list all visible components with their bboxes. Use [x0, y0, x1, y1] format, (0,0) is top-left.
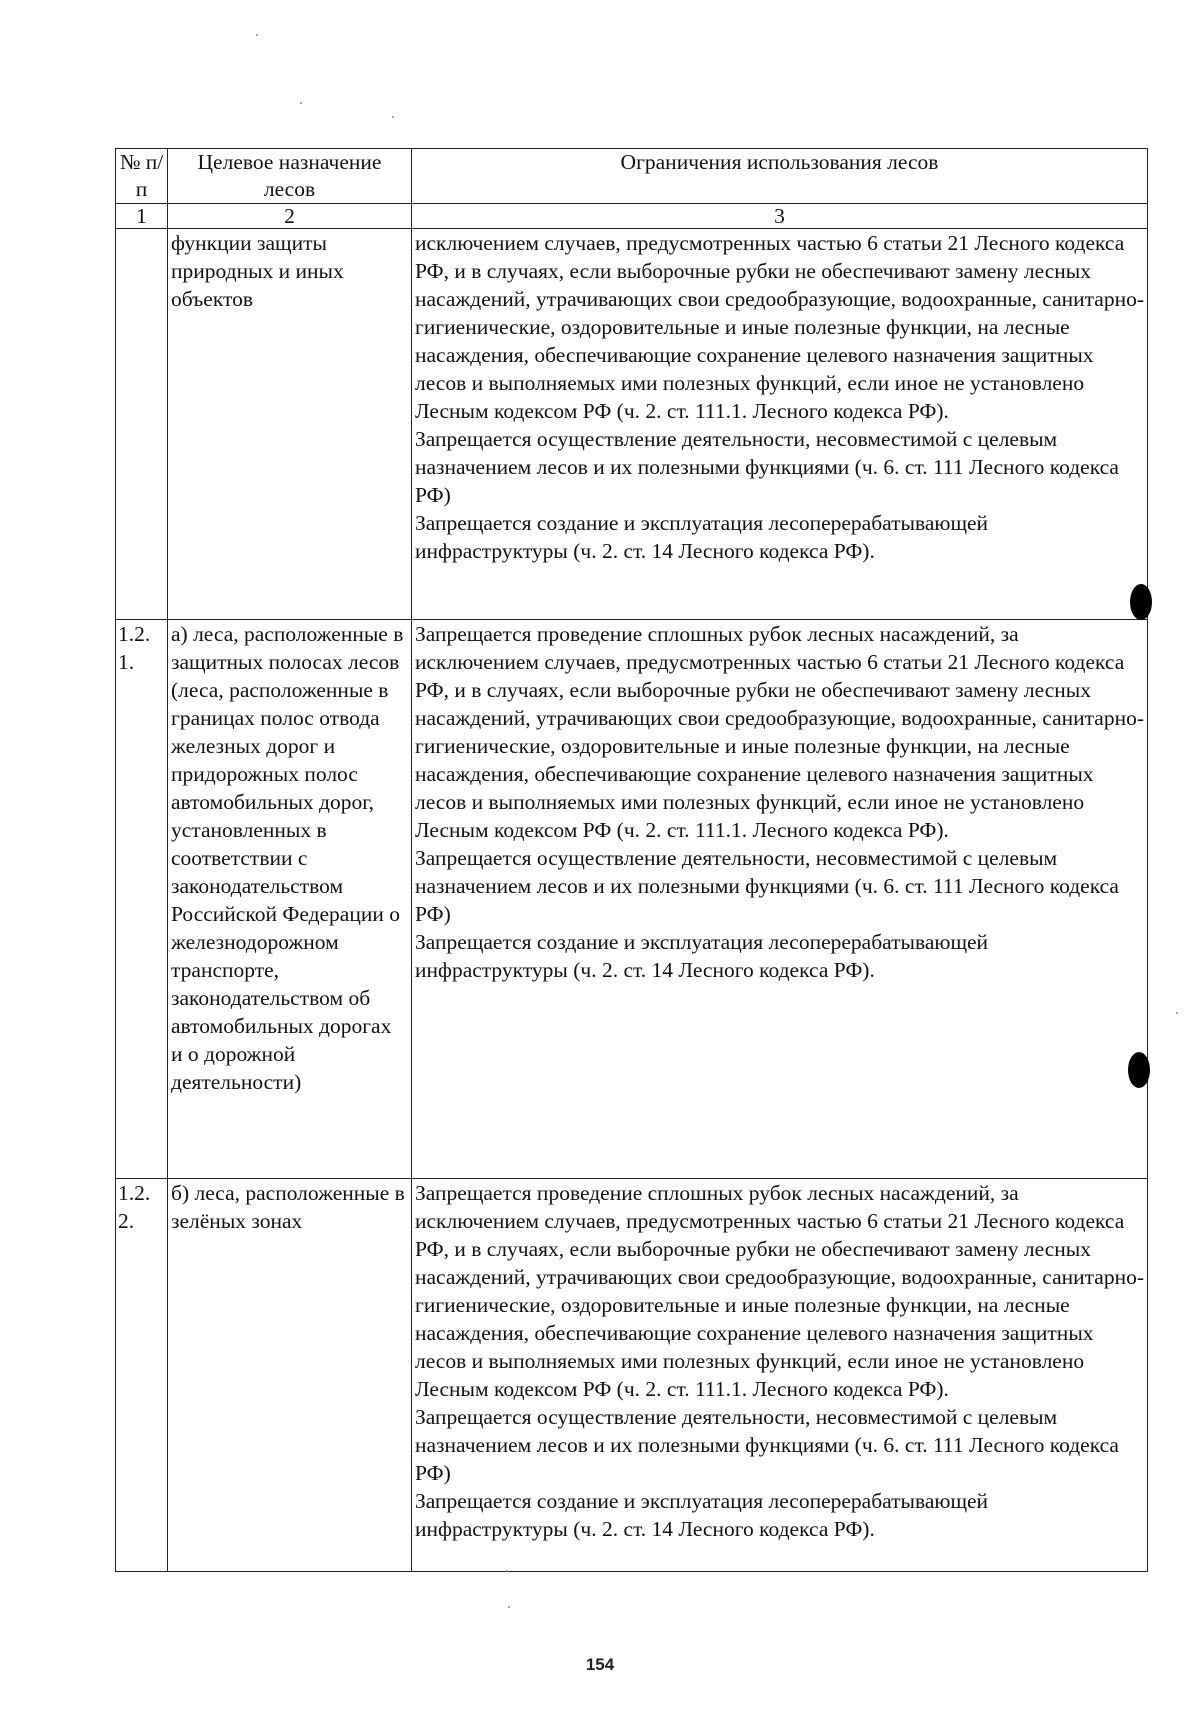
row-restrictions: [412, 1179, 1148, 1572]
table-header-row: [116, 149, 1148, 204]
restriction-paragraph: Запрещается проведение сплошных рубок лесных насаждений, за исключением случаев, предусмотренных частью 6 статьи 21 Лесного кодекса РФ, и в случаях, если выборочные рубки не обеспечивают замену лесных насаждений, утрачивающих свои средообразующие, водоохранные, санитарно-гигиенические, оздоровительные и иные полезные функции, на лесные насаждения, обеспечивающие сохранение целевого назначения защитных лесов и выполняемых ими полезных функций, если иное не установлено Лесным кодексом РФ (ч. 2. ст. 111.1. Лесного кодекса РФ).: [415, 1181, 1144, 1401]
row-purpose: а) леса, расположенные в защитных полосах лесов (леса, расположенные в границах полос отвода железных дорог и придорожных полос автомобильных дорог, установленных в соответствии с законодательством Российской Федерации о железнодорожном транспорте, законодательством об автомобильных дорогах и о дорожной деятельности): [168, 620, 412, 1179]
row-number: 1.2. 1.: [116, 620, 168, 1179]
header-number: № п/п: [116, 149, 168, 204]
row-purpose: б) леса, расположенные в зелёных зонах: [168, 1179, 412, 1572]
header-restrictions: Ограничения использования лесов: [412, 149, 1148, 204]
table-row: [116, 620, 1148, 1179]
page-number: 154: [585, 1655, 615, 1674]
restriction-paragraph: Запрещается осуществление деятельности, несовместимой с целевым назначением лесов и их полезными функциями (ч. 6. ст. 111 Лесного кодекса РФ): [415, 427, 1119, 507]
row-restrictions: [412, 229, 1148, 620]
header-purpose: Целевое назначение лесов: [168, 149, 412, 204]
restriction-paragraph: Запрещается создание и эксплуатация лесоперерабатывающей инфраструктуры (ч. 2. ст. 14 Лесного кодекса РФ).: [415, 511, 989, 563]
scan-speck: [392, 116, 394, 118]
row-number: 1.2. 2.: [116, 1179, 168, 1572]
punch-hole-mark: [1130, 584, 1152, 620]
column-number: 1: [116, 204, 168, 229]
restriction-paragraph: Запрещается создание и эксплуатация лесоперерабатывающей инфраструктуры (ч. 2. ст. 14 Лесного кодекса РФ).: [415, 930, 989, 982]
row-restrictions: [412, 620, 1148, 1179]
column-number: 2: [168, 204, 412, 229]
row-purpose: функции защиты природных и иных объектов: [168, 229, 412, 620]
scan-speck: [506, 1570, 508, 1572]
forest-restrictions-table: [115, 148, 1148, 1572]
table-row: [116, 229, 1148, 620]
restriction-paragraph: Запрещается осуществление деятельности, несовместимой с целевым назначением лесов и их полезными функциями (ч. 6. ст. 111 Лесного кодекса РФ): [415, 1405, 1119, 1485]
row-number: [116, 229, 168, 620]
scan-speck: [1176, 1012, 1178, 1014]
restriction-paragraph: исключением случаев, предусмотренных частью 6 статьи 21 Лесного кодекса РФ, и в случаях, если выборочные рубки не обеспечивают замену лесных насаждений, утрачивающих свои средообразующие, водоохранные, санитарно-гигиенические, оздоровительные и иные полезные функции, на лесные насаждения, обеспечивающие сохранение целевого назначения защитных лесов и выполняемых ими полезных функций, если иное не установлено Лесным кодексом РФ (ч. 2. ст. 111.1. Лесного кодекса РФ).: [415, 231, 1144, 423]
column-number: 3: [412, 204, 1148, 229]
table-row: [116, 1179, 1148, 1572]
restriction-paragraph: Запрещается создание и эксплуатация лесоперерабатывающей инфраструктуры (ч. 2. ст. 14 Лесного кодекса РФ).: [415, 1489, 989, 1541]
restriction-paragraph: Запрещается осуществление деятельности, несовместимой с целевым назначением лесов и их полезными функциями (ч. 6. ст. 111 Лесного кодекса РФ): [415, 846, 1119, 926]
scan-speck: [256, 34, 258, 36]
scan-speck: [508, 1606, 510, 1608]
column-number-row: [116, 204, 1148, 229]
punch-hole-mark: [1128, 1052, 1150, 1088]
scan-speck: [300, 102, 302, 104]
restriction-paragraph: Запрещается проведение сплошных рубок лесных насаждений, за исключением случаев, предусмотренных частью 6 статьи 21 Лесного кодекса РФ, и в случаях, если выборочные рубки не обеспечивают замену лесных насаждений, утрачивающих свои средообразующие, водоохранные, санитарно-гигиенические, оздоровительные и иные полезные функции, на лесные насаждения, обеспечивающие сохранение целевого назначения защитных лесов и выполняемых ими полезных функций, если иное не установлено Лесным кодексом РФ (ч. 2. ст. 111.1. Лесного кодекса РФ).: [415, 622, 1144, 842]
